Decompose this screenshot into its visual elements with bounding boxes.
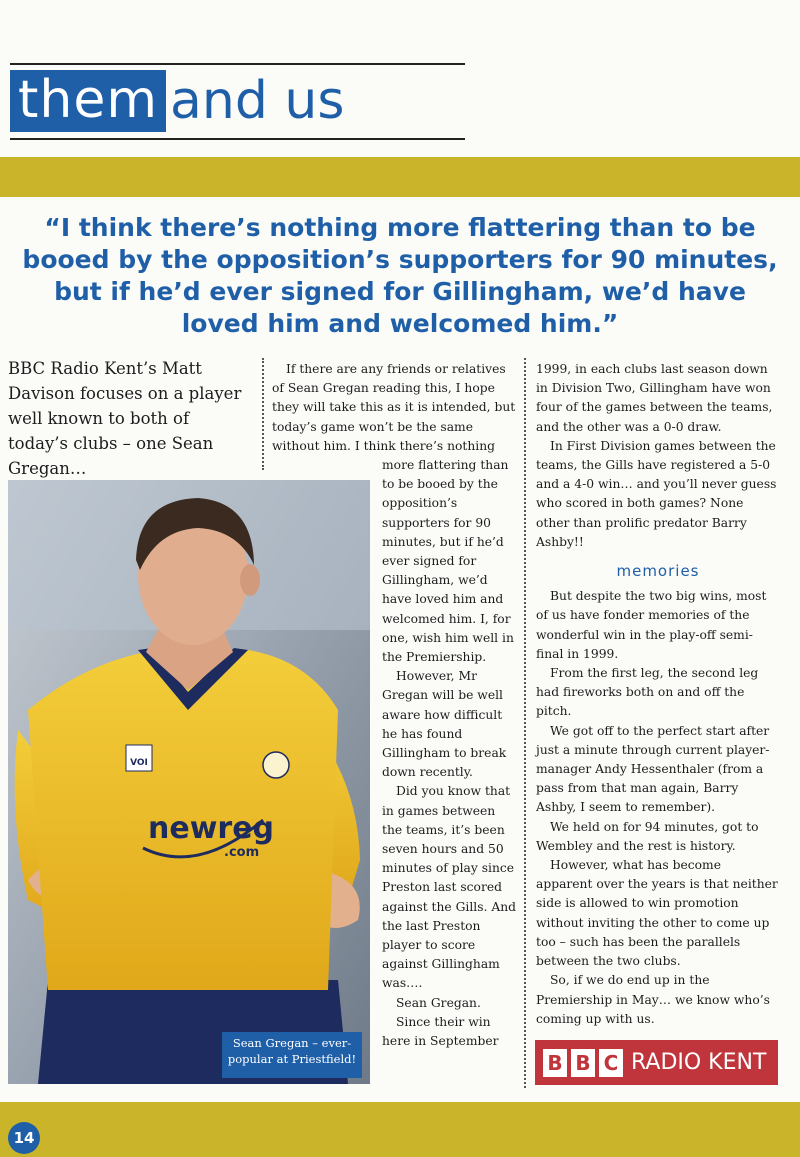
paragraph: Sean Gregan. (396, 995, 481, 1010)
paragraph: 1999, in each clubs last season down in Division Two, Gillingham have won four of the games between the teams, and the other was a 0-0 draw. (536, 362, 773, 434)
column-divider-2 (524, 358, 526, 1088)
masthead (10, 70, 344, 132)
masthead-highlight: them (10, 70, 166, 132)
paragraph: Since their win here in September (382, 1014, 499, 1049)
player-illustration (8, 480, 370, 1084)
paragraph: We got off to the perfect start after just a minute through current player-manager Andy Hessenthaler (from a pass from that man again, Barry Ashby, I seem to remember). (536, 723, 770, 815)
player-photo (8, 480, 370, 1084)
pull-quote: “I think there’s nothing more flattering than to be booed by the opposition’s supporters for 90 minutes, but if he’d ever signed for Gillingham, we’d have loved him and welcomed him.” (22, 213, 778, 338)
paragraph: But despite the two big wins, most of us have fonder memories of the wonderful win in the play-off semi-final in 1999. (536, 589, 767, 661)
page-number: 14 (8, 1122, 40, 1154)
column-2-top (272, 360, 516, 456)
shirt-sponsor: newreg (148, 811, 275, 846)
column-2-beside-photo (382, 456, 518, 1051)
shirt-sponsor-suffix: .com (224, 845, 260, 860)
gold-band-bottom (0, 1102, 800, 1157)
kit-logo-text: VOI (130, 758, 148, 768)
paragraph: more flattering than to be booed by the opposition’s supporters for 90 minutes, but if he’d ever signed for Gillingham, we’d have loved him and welcomed him. I, for one, wish him well in the Premiership. (382, 458, 514, 665)
paragraph: However, what has become apparent over the years is that neither side is allowed to win promotion without inviting the other to come up too – such has been the parallels between the two clubs. (536, 858, 778, 969)
station-name: RADIO KENT (631, 1050, 767, 1075)
masthead-rule-top (10, 63, 465, 65)
paragraph: However, Mr Gregan will be well aware how difficult he has found Gillingham to break down recently. (382, 669, 507, 780)
paragraph: From the first leg, the second leg had fireworks both on and off the pitch. (536, 666, 759, 719)
paragraph: We held on for 94 minutes, got to Wembley and the rest is history. (536, 819, 759, 853)
paragraph: Did you know that in games between the teams, it’s been seven hours and 50 minutes of play since Preston last scored against the Gills. And the last Preston player to score against Gillingham was…. (382, 784, 517, 991)
paragraph: In First Division games between the teams, the Gills have registered a 5-0 and a 4-0 win… and you’ll never guess who scored in both games? None other than prolific predator Barry Ashby!! (536, 438, 777, 549)
bbc-letter: B (543, 1049, 567, 1077)
paragraph: If there are any friends or relatives of Sean Gregan reading this, I hope they will take this as it is intended, but today’s game won’t be the same without him. I think there’s nothing (272, 362, 516, 453)
column-3 (536, 360, 780, 1029)
masthead-rule-bottom (10, 138, 465, 140)
gold-band-top (0, 157, 800, 197)
subheading-memories: memories (616, 562, 700, 581)
column-divider-1 (262, 358, 264, 470)
bbc-radio-kent-logo (535, 1040, 778, 1085)
intro-standfirst: BBC Radio Kent’s Matt Davison focuses on a player well known to both of today’s clubs – one Sean Gregan… (8, 359, 242, 478)
masthead-title: and us (170, 71, 345, 131)
photo-caption: Sean Gregan – ever-popular at Priestfield! (222, 1032, 362, 1078)
paragraph: So, if we do end up in the Premiership in May… we know who’s coming up with us. (536, 973, 770, 1026)
bbc-letter: C (599, 1049, 623, 1077)
bbc-letter: B (571, 1049, 595, 1077)
